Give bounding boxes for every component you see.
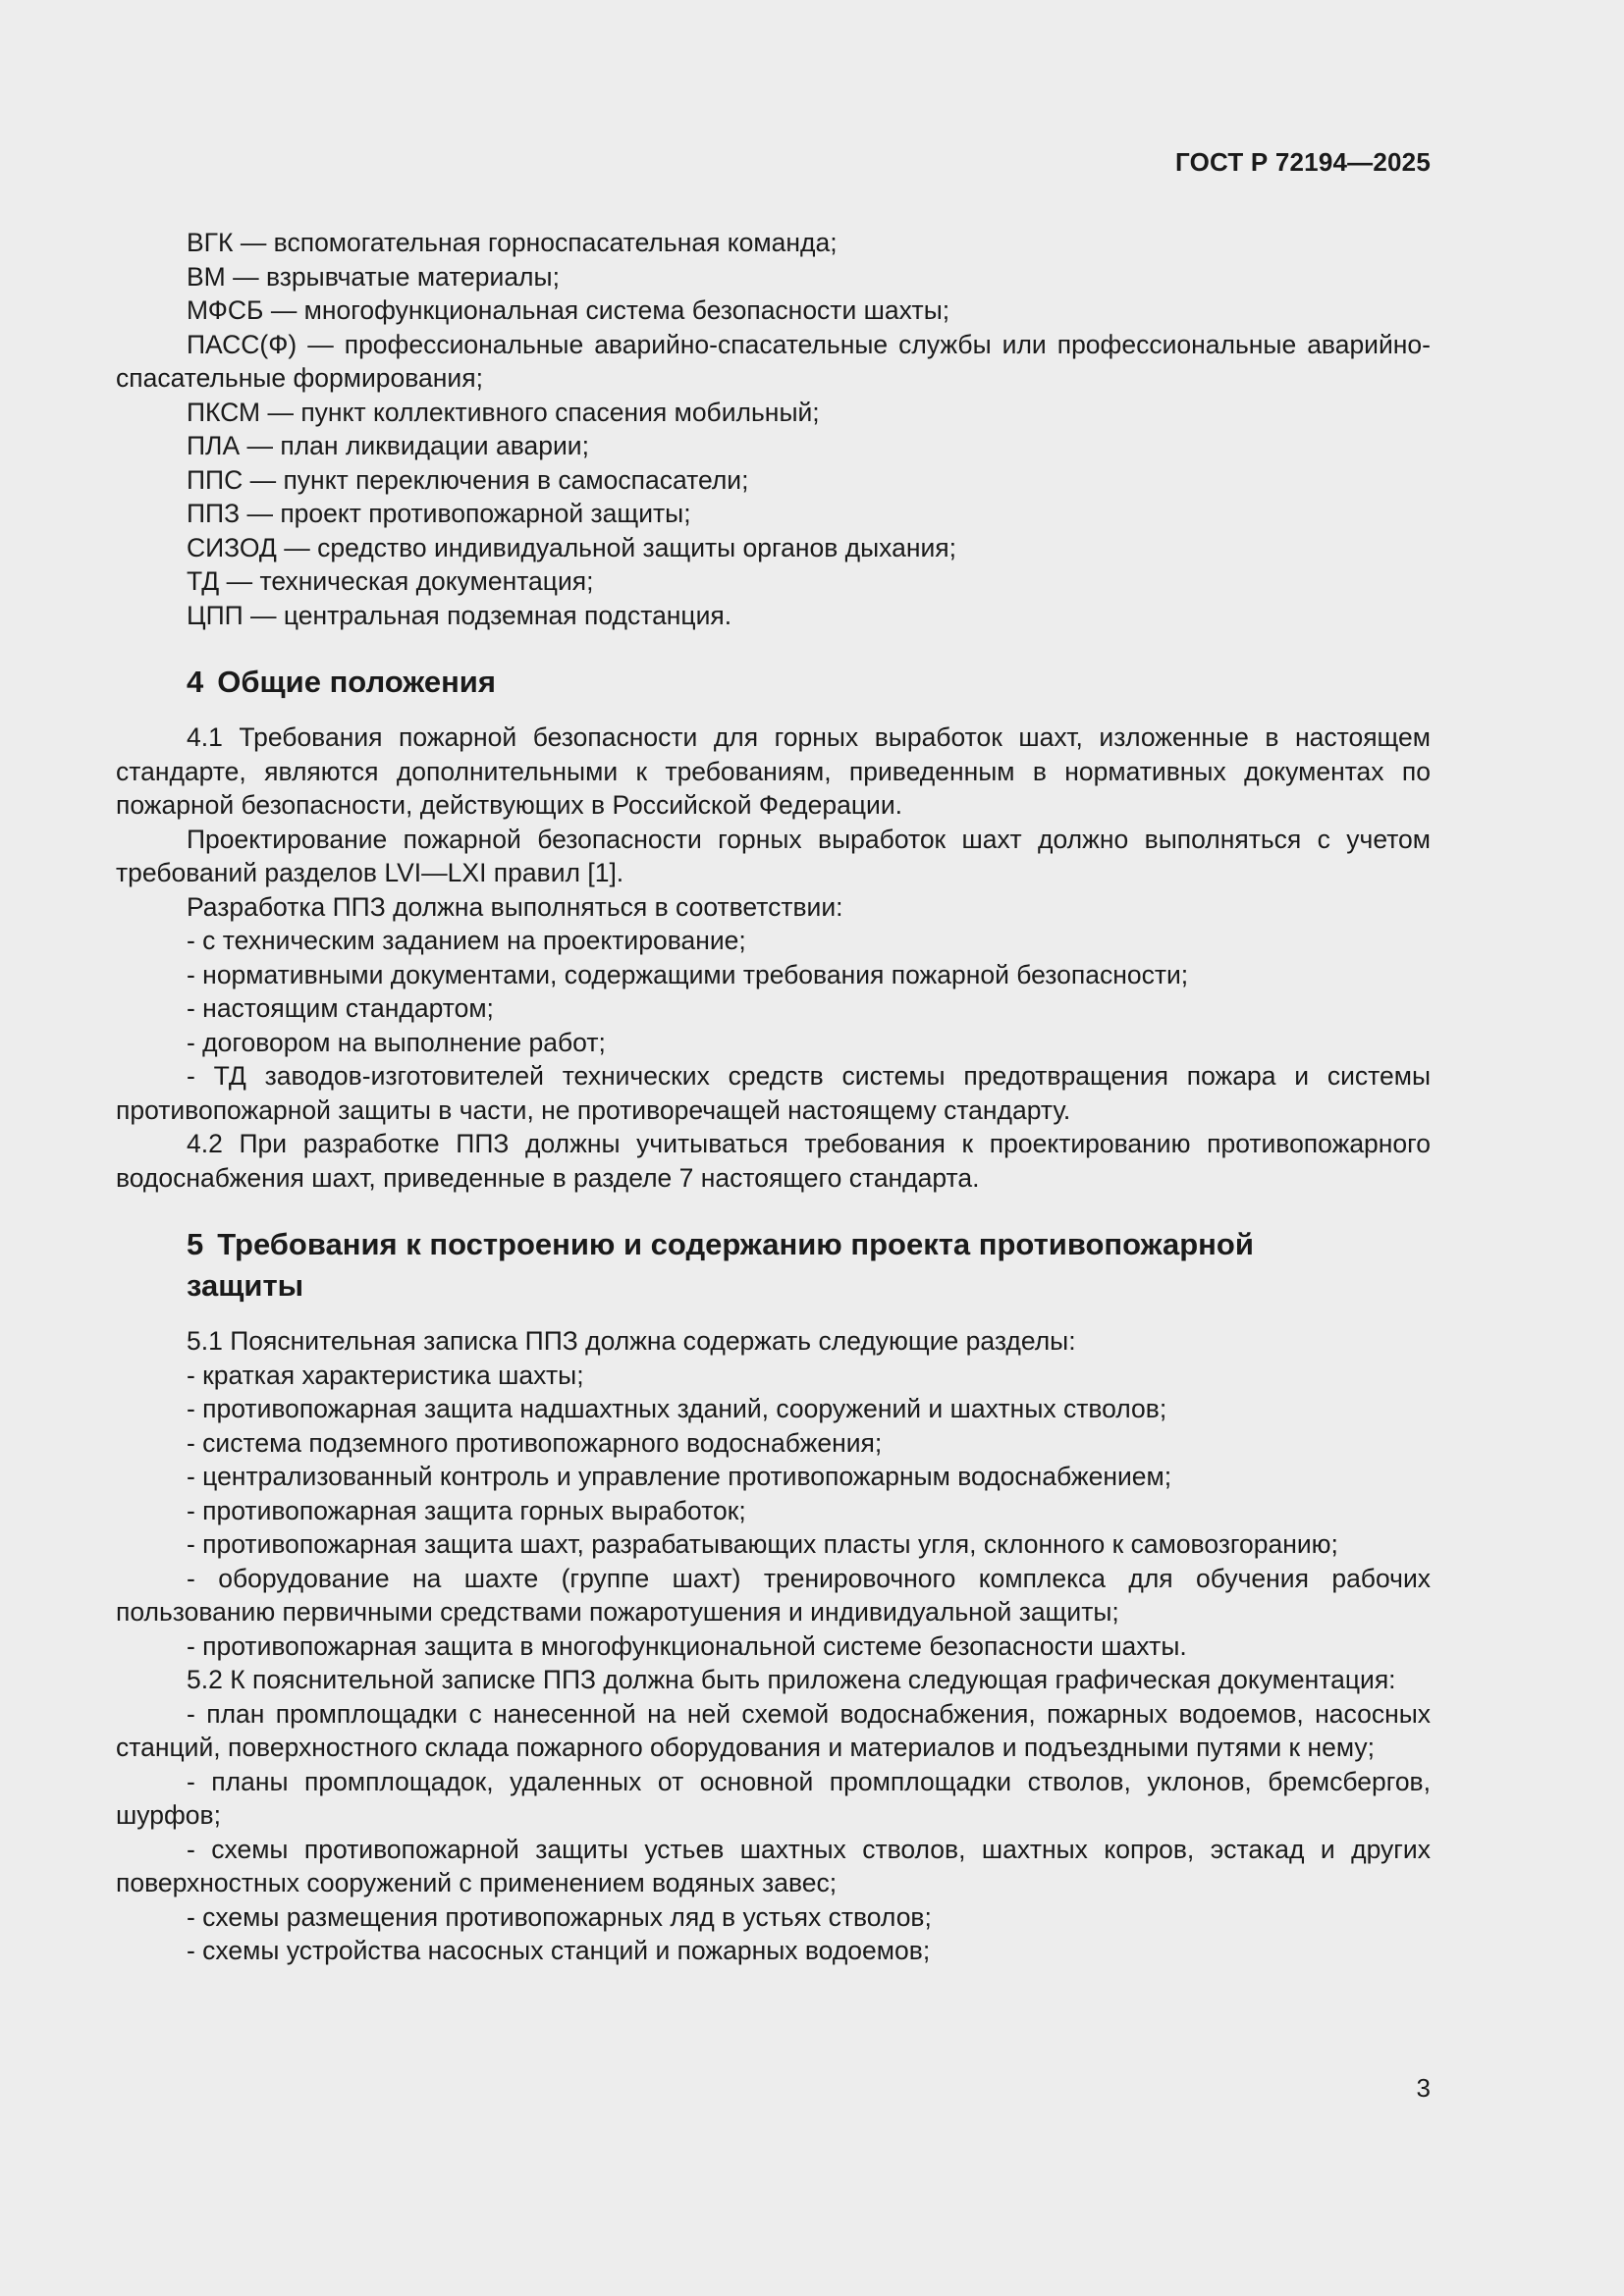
- abbreviation-item: ПКСМ — пункт коллективного спасения мобильный;: [187, 397, 820, 427]
- paragraph: 4.2 При разработке ППЗ должны учитываться требования к проектированию противопожарного водоснабжения шахт, приведенные в разделе 7 настоящего стандарта.: [116, 1129, 1431, 1193]
- page-number: 3: [1416, 2073, 1431, 2103]
- list-item: - ТД заводов-изготовителей технических средств системы предотвращения пожара и системы противопожарной защиты в части, не противоречащей настоящему стандарту.: [116, 1061, 1431, 1125]
- list-item: - схемы противопожарной защиты устьев шахтных стволов, шахтных копров, эстакад и других поверхностных сооружений с применением водяных завес;: [116, 1834, 1431, 1897]
- list-item: - централизованный контроль и управление противопожарным водоснабжением;: [187, 1462, 1172, 1491]
- section-4-body: [116, 721, 1431, 1195]
- abbreviation-item: ТД — техническая документация;: [187, 566, 594, 596]
- list-item: - краткая характеристика шахты;: [187, 1360, 584, 1390]
- abbreviations-list: [116, 226, 1431, 632]
- abbreviation-item: МФСБ — многофункциональная система безопасности шахты;: [187, 295, 950, 325]
- section-title: Требования к построению и содержанию проекта противопожарной: [217, 1227, 1254, 1261]
- abbreviation-item: СИЗОД — средство индивидуальной защиты органов дыхания;: [187, 532, 957, 562]
- section-5-body: [116, 1324, 1431, 1968]
- document-body: [116, 226, 1431, 1968]
- list-item: - противопожарная защита надшахтных зданий, сооружений и шахтных стволов;: [187, 1394, 1167, 1423]
- abbreviation-item: ЦПП — центральная подземная подстанция.: [187, 600, 732, 630]
- section-5-heading: [116, 1224, 1431, 1307]
- document-code-header: ГОСТ Р 72194—2025: [1175, 147, 1431, 177]
- paragraph: 4.1 Требования пожарной безопасности для горных выработок шахт, изложенные в настоящем стандарте, являются дополнительными к требованиям, приведенным в нормативных документах по пожарной безопасности, действующих в Российской Федерации.: [116, 722, 1431, 820]
- list-item: - планы промплощадок, удаленных от основной промплощадки стволов, уклонов, бремсбергов, шурфов;: [116, 1766, 1431, 1830]
- list-item: - противопожарная защита горных выработок;: [187, 1495, 746, 1525]
- paragraph: 5.2 К пояснительной записке ППЗ должна быть приложена следующая графическая документация:: [187, 1665, 1396, 1694]
- section-4-heading: [116, 662, 1431, 703]
- list-item: - противопожарная защита в многофункциональной системе безопасности шахты.: [187, 1630, 1187, 1661]
- list-item: - противопожарная защита шахт, разрабатывающих пласты угля, склонного к самовозгоранию;: [187, 1529, 1338, 1559]
- section-title: Общие положения: [217, 665, 496, 699]
- list-item: - оборудование на шахте (группе шахт) тренировочного комплекса для обучения рабочих пользованию первичными средствами пожаротушения и индивидуальной защиты;: [116, 1563, 1431, 1627]
- list-item: - система подземного противопожарного водоснабжения;: [187, 1427, 883, 1458]
- list-item: - схемы устройства насосных станций и пожарных водоемов;: [187, 1936, 931, 1965]
- list-item: - схемы размещения противопожарных ляд в устьях стволов;: [187, 1901, 932, 1932]
- abbreviation-item: ПЛА — план ликвидации аварии;: [187, 431, 589, 460]
- paragraph: 5.1 Пояснительная записка ППЗ должна содержать следующие разделы:: [187, 1326, 1076, 1356]
- list-item: - с техническим заданием на проектирование;: [187, 926, 746, 955]
- list-item: - настоящим стандартом;: [187, 993, 494, 1023]
- abbreviation-item: ВМ — взрывчатые материалы;: [187, 261, 560, 292]
- paragraph: Разработка ППЗ должна выполняться в соответствии:: [187, 891, 843, 922]
- abbreviation-item: ВГК — вспомогательная горноспасательная команда;: [187, 228, 838, 257]
- list-item: - нормативными документами, содержащими требования пожарной безопасности;: [187, 959, 1189, 989]
- abbreviation-item: ППЗ — проект противопожарной защиты;: [187, 499, 691, 528]
- section-number: 5: [187, 1227, 204, 1261]
- abbreviation-item: ППС — пункт переключения в самоспасатели;: [187, 464, 749, 495]
- paragraph: Проектирование пожарной безопасности горных выработок шахт должно выполняться с учетом требований разделов LVI—LXI правил [1].: [116, 824, 1431, 887]
- section-number: 4: [187, 665, 204, 699]
- list-item: - договором на выполнение работ;: [187, 1027, 606, 1057]
- list-item: - план промплощадки с нанесенной на ней схемой водоснабжения, пожарных водоемов, насосных станций, поверхностного склада пожарного оборудования и материалов и подъездными путями к нему;: [116, 1698, 1431, 1762]
- abbreviation-item: ПАСС(Ф) — профессиональные аварийно-спасательные службы или профессиональные аварийно-спасательные формирования;: [116, 329, 1431, 393]
- section-title-continued: защиты: [187, 1268, 304, 1303]
